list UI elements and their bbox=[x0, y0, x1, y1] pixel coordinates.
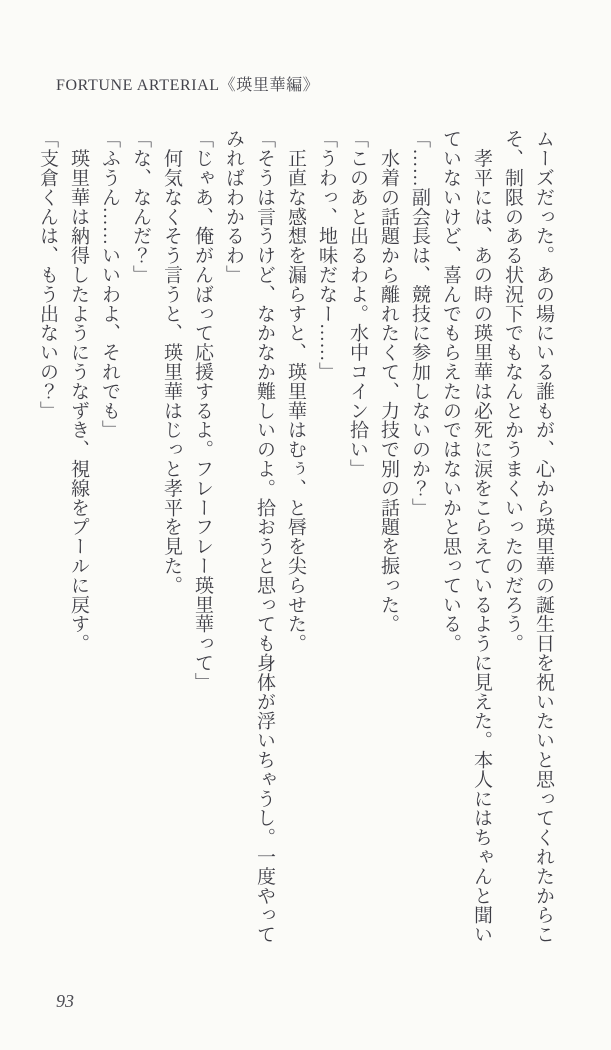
text-column-12: 「じゃあ、俺がんばって応援するよ。フレーフレー瑛里華って」 bbox=[192, 129, 213, 692]
text-column-6: 水着の話題から離れたくて、力技で別の話題を振った。 bbox=[378, 129, 399, 634]
text-column-15: 「ふうん……いいわよ、それでも」 bbox=[99, 129, 120, 440]
text-column-16: 瑛里華は納得したようにうなずき、視線をプールに戻す。 bbox=[68, 129, 89, 653]
text-column-7: 「このあと出るわよ。水中コイン拾い」 bbox=[347, 129, 368, 479]
text-column-8: 「うわっ、地味だなー……」 bbox=[316, 129, 337, 382]
text-column-11: みればわかるわ」 bbox=[223, 129, 244, 285]
text-column-4: ていないけど、喜んでもらえたのではないかと思っている。 bbox=[440, 129, 461, 653]
vertical-text-block bbox=[32, 129, 559, 951]
page-number: 93 bbox=[56, 991, 74, 1011]
text-column-10: 「そうは言うけど、なかなか難しいのよ。拾おうと思っても身体が浮いちゃうし。一度やって bbox=[254, 129, 275, 944]
text-column-9: 正直な感想を漏らすと、瑛里華はむぅ、と唇を尖らせた。 bbox=[285, 129, 306, 653]
text-column-3: 孝平には、あの時の瑛里華は必死に涙をこらえているように見えた。本人にはちゃんと聞い bbox=[471, 129, 492, 944]
text-column-17: 「支倉くんは、もう出ないの？」 bbox=[37, 129, 58, 420]
text-column-13: 何気なくそう言うと、瑛里華はじっと孝平を見た。 bbox=[161, 129, 182, 595]
text-column-2: そ、制限のある状況下でもなんとかうまくいったのだろう。 bbox=[502, 129, 523, 653]
running-header: FORTUNE ARTERIAL《瑛里華編》 bbox=[56, 77, 320, 94]
text-column-5: 「……副会長は、競技に参加しないのか？」 bbox=[409, 129, 430, 517]
text-column-1: ムーズだった。あの場にいる誰もが、心から瑛里華の誕生日を祝いたいと思ってくれたからこ bbox=[533, 129, 554, 944]
text-column-14: 「な、なんだ？」 bbox=[130, 129, 151, 285]
